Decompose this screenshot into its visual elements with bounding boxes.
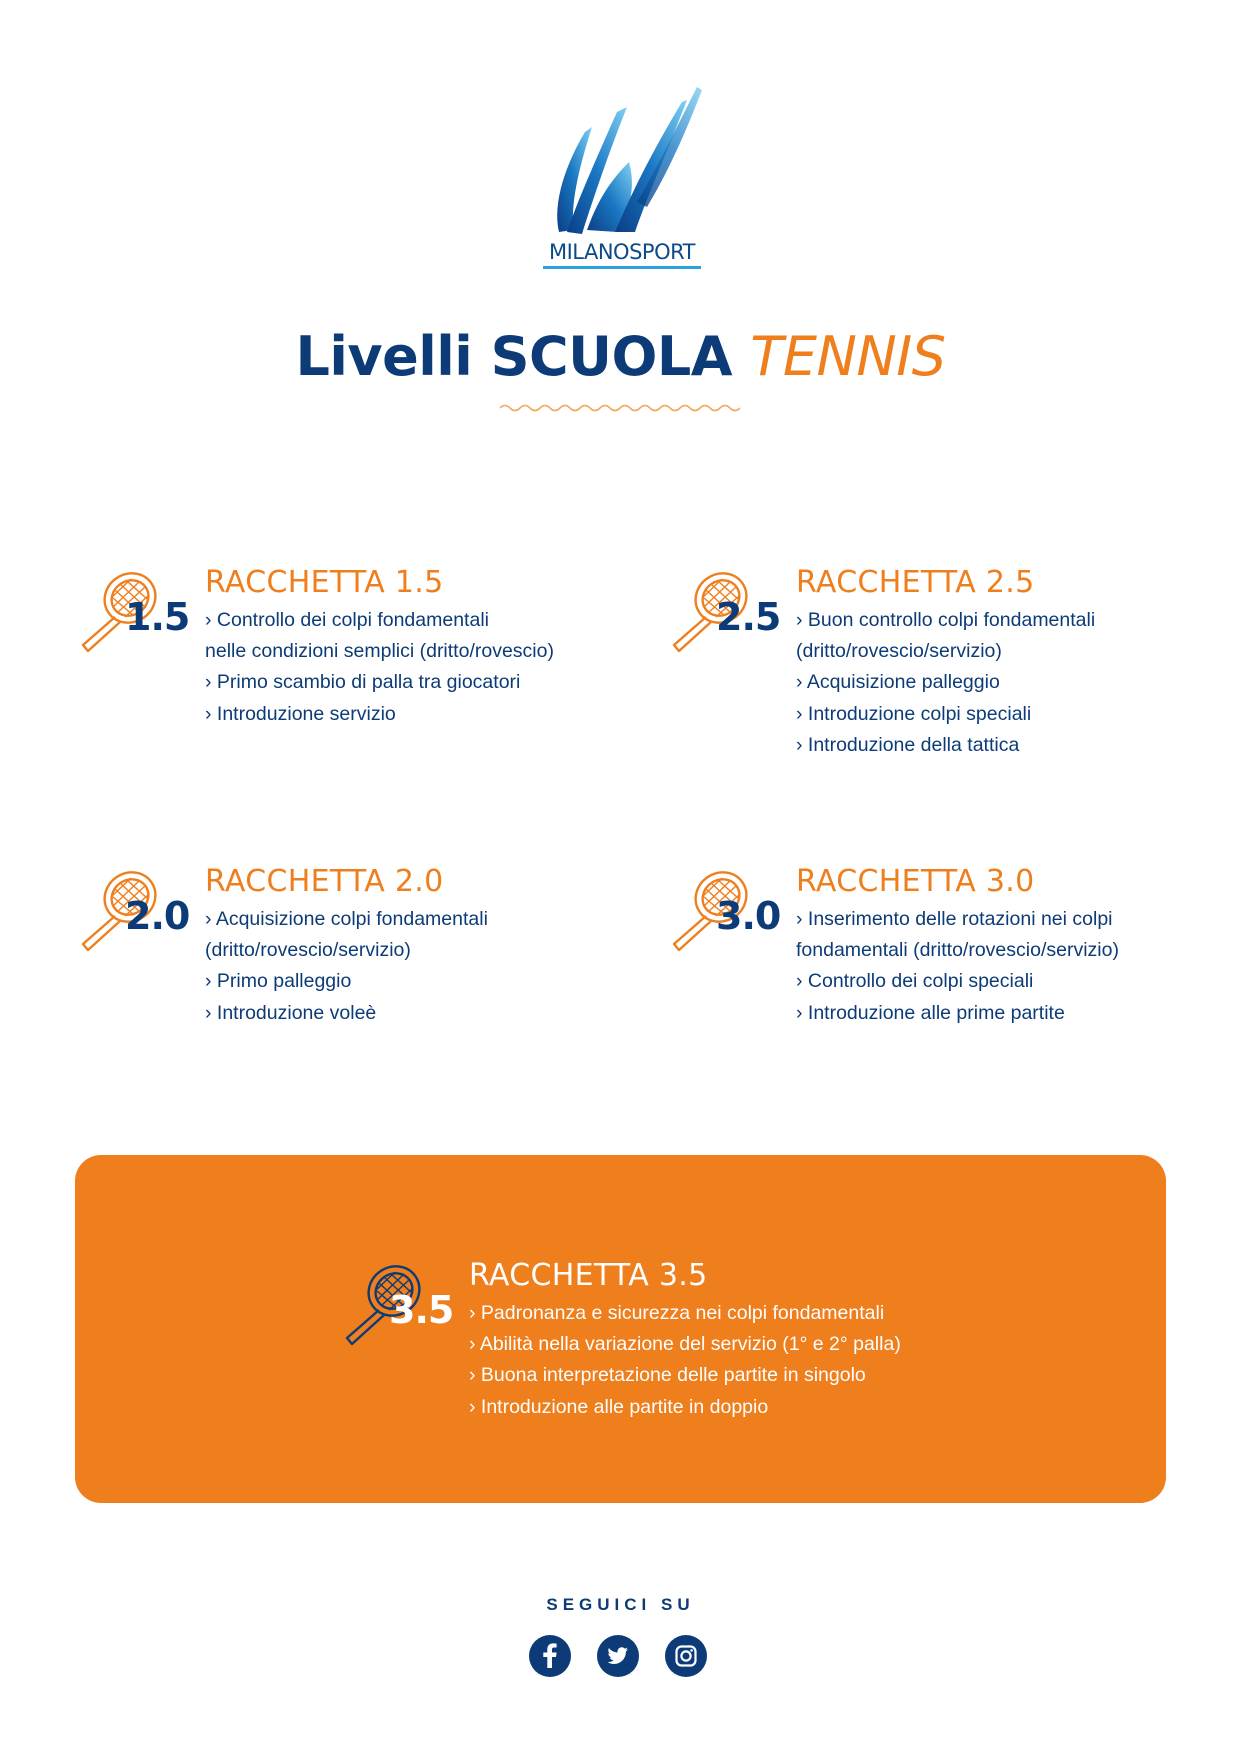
tennis-racket-icon — [339, 1258, 454, 1350]
level-title: RACCHETTA 3.5 — [469, 1258, 708, 1293]
level-title: RACCHETTA 1.5 — [205, 565, 444, 600]
tennis-racket-icon — [75, 864, 190, 956]
level-title: RACCHETTA 2.0 — [205, 864, 444, 899]
list-item: › Controllo dei colpi speciali — [796, 970, 1034, 993]
list-item: › Abilità nella variazione del servizio (1° e 2° palla) — [469, 1333, 901, 1356]
level-title: RACCHETTA 3.0 — [796, 864, 1035, 899]
list-item: › Primo scambio di palla tra giocatori — [205, 671, 521, 694]
tennis-racket-icon — [75, 565, 190, 657]
list-item: › Introduzione colpi speciali — [796, 702, 1032, 725]
list-item: › Introduzione della tattica — [796, 733, 1020, 756]
level-number: 1.5 — [125, 595, 190, 639]
facebook-icon[interactable] — [529, 1635, 571, 1677]
logo-text: MILANOSPORT — [548, 240, 695, 264]
wave-divider — [500, 402, 740, 414]
list-item: › Primo palleggio — [205, 970, 352, 993]
list-item: › Acquisizione palleggio — [796, 671, 1000, 694]
level-item-list — [469, 1298, 901, 1423]
list-item: › Introduzione voleè — [205, 1001, 377, 1024]
list-item: › Buona interpretazione delle partite in singolo — [469, 1364, 866, 1387]
list-item: › Introduzione servizio — [205, 702, 396, 725]
twitter-icon[interactable] — [597, 1635, 639, 1677]
list-item: › Acquisizione colpi fondamentali — [205, 908, 488, 930]
level-item-list — [796, 605, 1095, 761]
follow-us-label: SEGUICI SU — [546, 1595, 695, 1614]
level-number: 2.5 — [716, 595, 781, 639]
instagram-icon[interactable] — [665, 1635, 707, 1677]
tennis-racket-icon — [666, 565, 781, 657]
list-item: › Inserimento delle rotazioni nei colpi — [796, 908, 1113, 930]
level-number: 3.0 — [716, 894, 781, 938]
logo-underline — [543, 266, 701, 269]
level-item-list — [796, 904, 1119, 1029]
level-title: RACCHETTA 2.5 — [796, 565, 1035, 600]
list-item: (dritto/rovescio/servizio) — [205, 939, 411, 962]
list-item: fondamentali (dritto/rovescio/servizio) — [796, 939, 1119, 962]
level-item-list — [205, 605, 554, 730]
list-item: › Introduzione alle partite in doppio — [469, 1395, 769, 1418]
list-item: › Controllo dei colpi fondamentali — [205, 609, 489, 631]
level-number: 2.0 — [125, 894, 190, 938]
title-part-1: Livelli SCUOLA — [295, 325, 733, 388]
page-title — [0, 325, 1241, 388]
list-item: › Introduzione alle prime partite — [796, 1001, 1065, 1024]
list-item: nelle condizioni semplici (dritto/rovescio) — [205, 640, 554, 663]
list-item: › Padronanza e sicurezza nei colpi fondamentali — [469, 1302, 885, 1324]
title-part-2: TENNIS — [750, 325, 946, 388]
list-item: › Buon controllo colpi fondamentali — [796, 609, 1096, 631]
tennis-racket-icon — [666, 864, 781, 956]
list-item: (dritto/rovescio/servizio) — [796, 640, 1002, 663]
level-number: 3.5 — [389, 1288, 454, 1332]
level-item-list — [205, 904, 488, 1029]
